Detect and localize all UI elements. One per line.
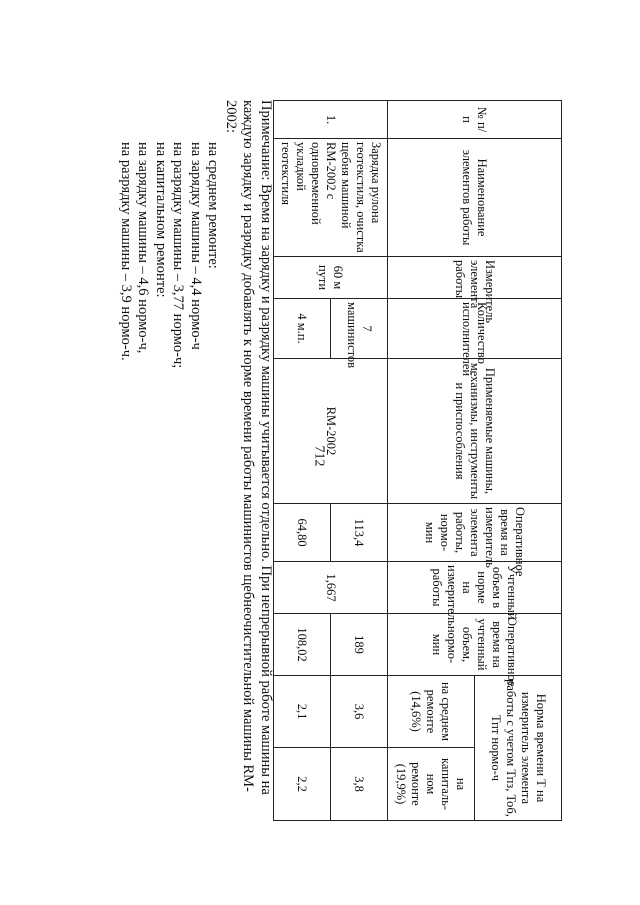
header-num: № п/п (388, 101, 562, 139)
note-mid-charge: на зарядку машины – 4,4 нормо-ч (188, 142, 204, 350)
cell-executors-2: 4 м.п. (274, 299, 331, 359)
cell-executors-1: 7 машинистов (331, 299, 388, 359)
cell-norm-cap-2: 2,2 (274, 748, 331, 821)
cell-op-time-volume-2: 108,02 (274, 614, 331, 676)
cell-norm-mid-2: 2,1 (274, 676, 331, 748)
cell-op-time-2: 64,80 (274, 504, 331, 562)
rotated-page-content (92, 100, 562, 820)
note-mid-discharge: на разрядку машины – 3,77 нормо-ч; (170, 142, 187, 369)
cell-machine: RM-2002 (274, 359, 388, 504)
cell-meter: 60 м пути (274, 257, 388, 299)
header-row (475, 101, 562, 821)
cell-op-time-1: 113,4 (331, 504, 388, 562)
note-cap-heading: на капитальном ремонте: (153, 142, 169, 298)
cell-op-time-volume-1: 189 (331, 614, 388, 676)
note-block (117, 100, 275, 820)
table-row (331, 101, 388, 821)
header-op-time-volume: Оперативное время на учтенный объем, нормо-мин (388, 614, 562, 676)
page-number: 712 (311, 445, 327, 467)
norm-table (273, 100, 562, 821)
cell-name: Зарядка рулона геотекстиля, очистка щебня машиной RM-2002 с одновременной укладкой геотекстиля (274, 139, 388, 257)
cell-num: 1. (274, 101, 388, 139)
note-cap-charge: на зарядку машины – 4,6 нормо-ч, (135, 142, 152, 354)
note-paragraph: Примечание: Время на зарядку и разрядку машины учитывается отдельно. При непрерывной работе машины на каждую зарядку и разрядку добавлять к норме времени работы машинистов щебнеочистительной машины RM-2002: (223, 100, 274, 795)
cell-norm-cap-1: 3,8 (331, 748, 388, 821)
header-meter: Измеритель элемента работы (388, 257, 562, 299)
note-mid-heading: на среднем ремонте: (205, 142, 222, 269)
note-cap-discharge: на разрядку машины – 3,9 нормо-ч. (118, 142, 134, 361)
header-executors: Количество исполнителей (388, 299, 562, 359)
header-op-time: Оперативное время на измеритель элемента работы, нормо-мин (388, 504, 562, 562)
header-volume: Учтенный объем в норме на измеритель работы (388, 562, 562, 614)
cell-norm-mid-1: 3,6 (331, 676, 388, 748)
header-norm-mid: на среднем ремонте (14,6%) (388, 676, 475, 748)
cell-volume: 1,667 (274, 562, 388, 614)
header-norm-cap: на капиталь-ном ремонте (19,9%) (388, 748, 475, 821)
header-name: Наименование элементов работы (388, 139, 562, 257)
header-machines: Применяемые машины, механизмы, инструменты и приспособления (388, 359, 562, 504)
header-norm-group: Норма времени Т на измеритель элемента работы с учетом Тпз, Тоб, Тпт нормо-ч (475, 676, 562, 821)
